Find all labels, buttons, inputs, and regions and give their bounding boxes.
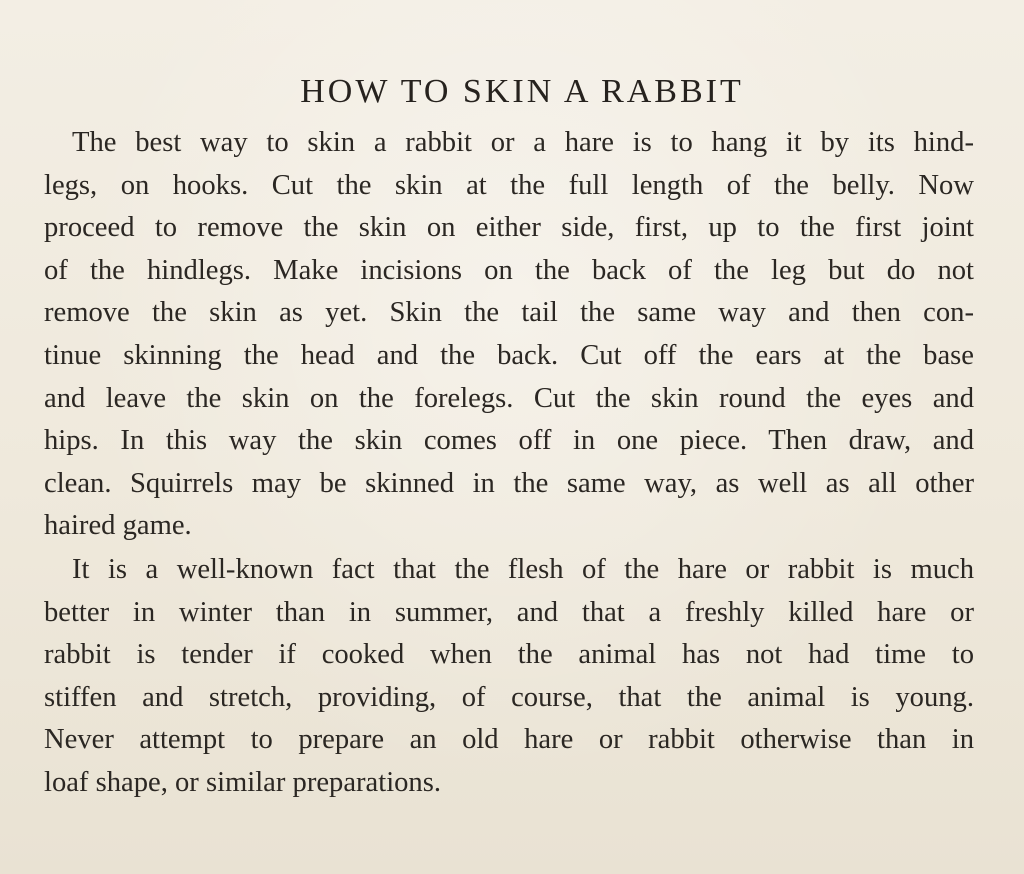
text-line: stiffen and stretch, providing, of course, that the animal is young. bbox=[44, 681, 974, 713]
text-line: legs, on hooks. Cut the skin at the full length of the belly. Now bbox=[44, 169, 974, 201]
paragraph-2 bbox=[44, 549, 974, 805]
text-line: of the hindlegs. Make incisions on the back of the leg but do not bbox=[44, 254, 974, 286]
paragraph-1 bbox=[44, 122, 974, 548]
text-line: It is a well-known fact that the flesh of the hare or rabbit is much bbox=[72, 553, 974, 585]
text-line: The best way to skin a rabbit or a hare is to hang it by its hind- bbox=[72, 127, 974, 158]
page-title: HOW TO SKIN A RABBIT bbox=[300, 73, 744, 110]
text-line: hips. In this way the skin comes off in one piece. Then draw, and bbox=[44, 425, 974, 457]
text-line: better in winter than in summer, and that a freshly killed hare or bbox=[44, 596, 974, 628]
book-page bbox=[44, 70, 974, 805]
text-line: remove the skin as yet. Skin the tail the same way and then con- bbox=[44, 297, 974, 329]
text-line: tinue skinning the head and the back. Cut off the ears at the base bbox=[44, 339, 974, 371]
text-line: Never attempt to prepare an old hare or rabbit otherwise than in bbox=[44, 724, 974, 756]
text-line: loaf shape, or similar preparations. bbox=[44, 766, 442, 798]
text-line: haired game. bbox=[44, 510, 192, 542]
text-line: and leave the skin on the forelegs. Cut the skin round the eyes and bbox=[44, 382, 974, 414]
text-line: rabbit is tender if cooked when the animal has not had time to bbox=[44, 639, 974, 671]
text-line: proceed to remove the skin on either side, first, up to the first joint bbox=[44, 212, 974, 244]
text-line: clean. Squirrels may be skinned in the same way, as well as all other bbox=[44, 467, 974, 499]
